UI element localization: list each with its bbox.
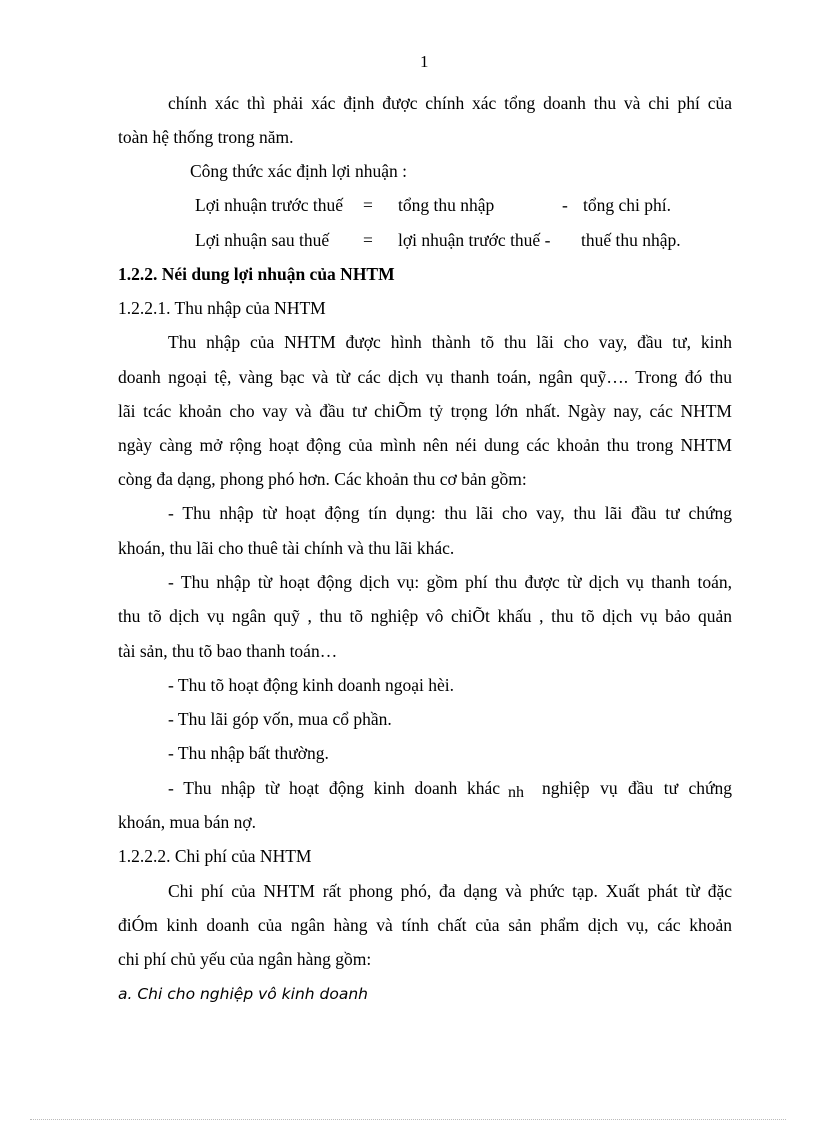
bullet-line: khoán, thu lãi cho thuê tài chính và thu lãi khác. [118,538,455,558]
bullet-line: - Thu lãi góp vốn, mua cổ phần. [168,709,392,729]
paragraph-line: ngày càng mở rộng hoạt động của mình nên néi dung các khoản thu trong NHTM [118,435,732,455]
formula-heading: Công thức xác định lợi nhuận : [190,161,408,181]
paragraph-line: còng đa dạng, phong phó hơn. Các khoản thu cơ bản gồm: [118,469,527,489]
bullet-line: thu tõ dịch vụ ngân quỹ , thu tõ nghiệp vô chiÕt khấu , thu tõ dịch vụ bảo quản [118,606,732,626]
paragraph-line: Chi phí của NHTM rất phong phó, đa dạng và phức tạp. Xuất phát từ đặc [168,881,732,901]
formula-2-equals: = [363,230,373,250]
paragraph-line: chi phí chủ yếu của ngân hàng gồm: [118,949,372,969]
bullet-line: - Thu nhập từ hoạt động dịch vụ: gồm phí thu được từ dịch vụ thanh toán, [168,572,732,592]
paragraph-line: doanh ngoại tệ, vàng bạc và từ các dịch vụ thanh toán, ngân quỹ…. Trong đó thu [118,367,732,387]
bullet-line: - Thu nhập từ hoạt động kinh doanh khác [168,778,500,798]
paragraph-line: lãi tcác khoản cho vay và đầu tư chiÕm tỷ trọng lớn nhất. Ngày nay, các NHTM [118,401,732,421]
bullet-line: nghiệp vụ đầu tư chứng [542,778,732,798]
page-number: 1 [420,52,429,71]
page-bottom-rule [30,1119,786,1120]
formula-2-right: thuế thu nhập. [581,230,681,250]
bullet-fragment: nh [508,784,524,801]
formula-1-equals: = [363,195,373,215]
bullet-line: - Thu tõ hoạt động kinh doanh ngoại hèi. [168,675,454,695]
italic-heading: a. Chi cho nghiệp vô kinh doanh [118,985,368,1003]
bullet-line: khoán, mua bán nợ. [118,812,257,832]
bullet-line: tài sản, thu tõ bao thanh toán… [118,641,338,661]
formula-1-right: tổng chi phí. [583,195,671,215]
formula-1-left: Lợi nhuận trước thuế [195,195,344,215]
formula-1-operator: - [562,195,568,215]
subsection-heading: 1.2.2.2. Chi phí của NHTM [118,846,312,866]
section-heading: 1.2.2. Néi dung lợi nhuận của NHTM [118,264,395,284]
paragraph-line: chính xác thì phải xác định được chính xác tổng doanh thu và chi phí của [168,93,732,113]
formula-2-left: Lợi nhuận sau thuế [195,230,330,250]
paragraph-line: Thu nhập của NHTM được hình thành tõ thu lãi cho vay, đầu tư, kinh [168,332,732,352]
bullet-line: - Thu nhập bất thường. [168,743,329,763]
paragraph-line: toàn hệ thống trong năm. [118,127,294,147]
bullet-line: - Thu nhập từ hoạt động tín dụng: thu lãi cho vay, thu lãi đầu tư chứng [168,503,732,523]
paragraph-line: điÓm kinh doanh của ngân hàng và tính chất của sản phẩm dịch vụ, các khoản [118,915,732,935]
subsection-heading: 1.2.2.1. Thu nhập của NHTM [118,298,326,318]
formula-2-middle: lợi nhuận trước thuế - [398,230,551,250]
formula-1-middle: tổng thu nhập [398,195,495,215]
